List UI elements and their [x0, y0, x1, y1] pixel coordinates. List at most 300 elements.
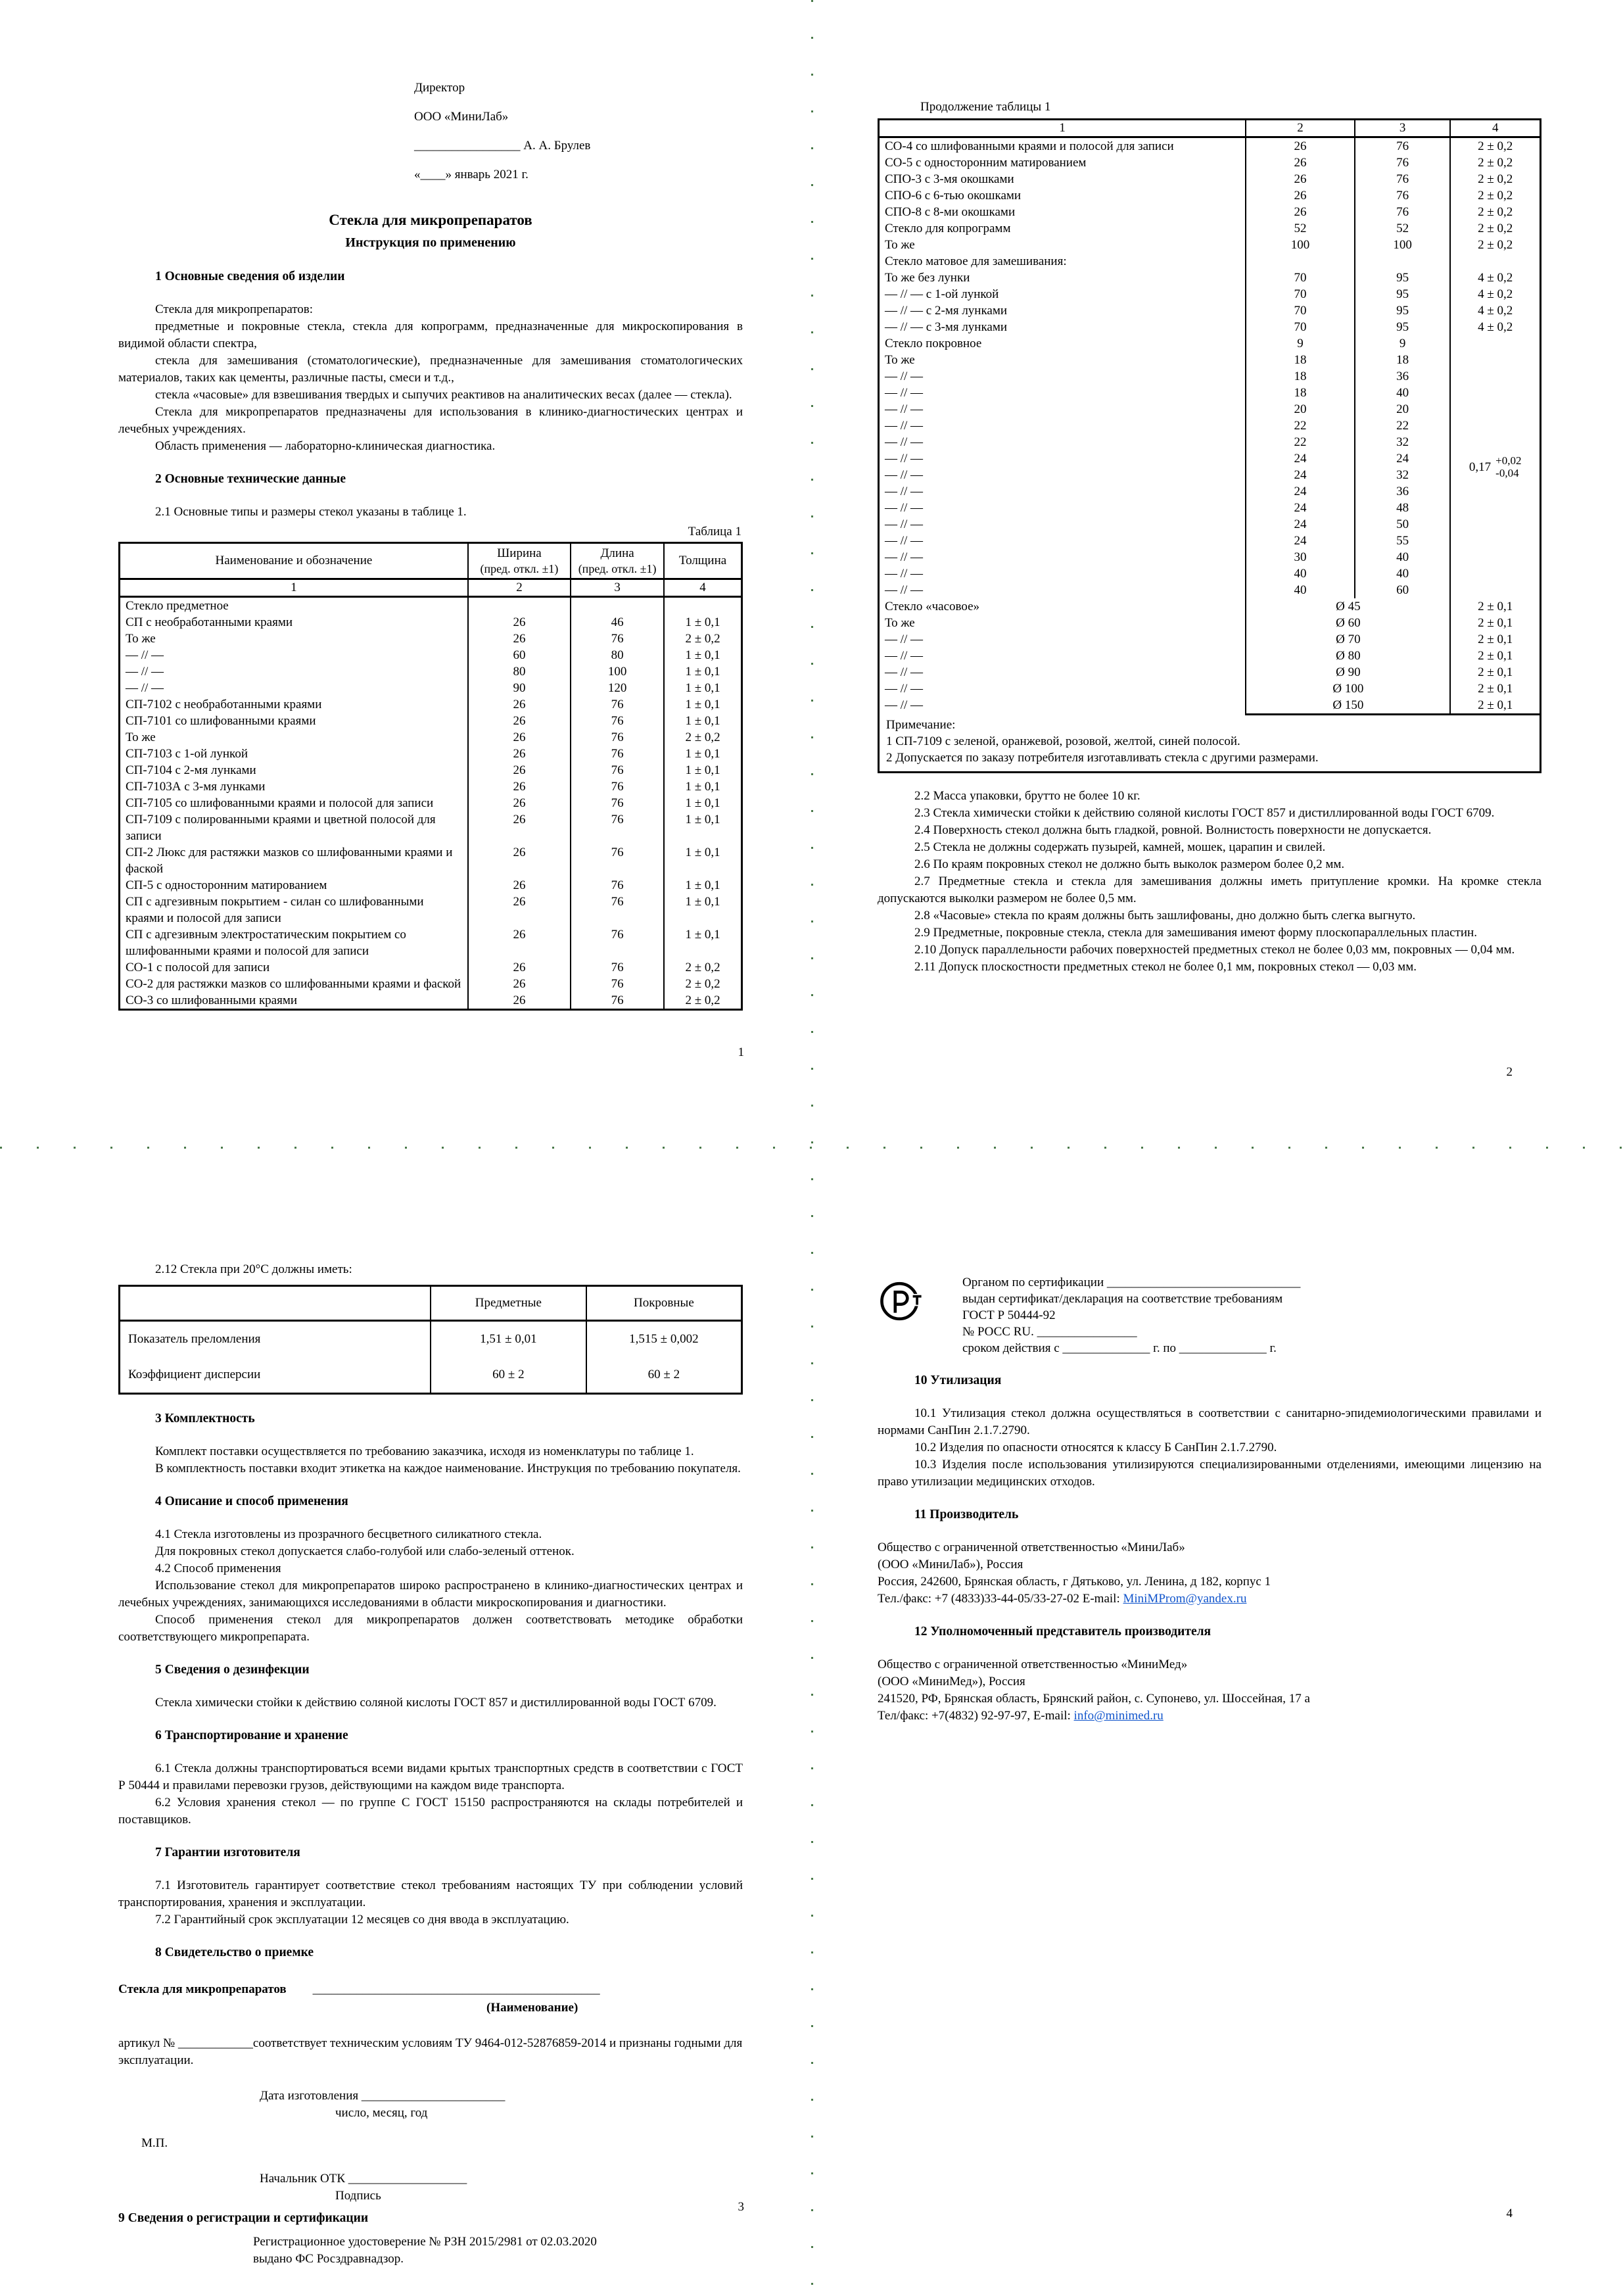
paragraph: 7.1 Изготовитель гарантирует соответствие стекол требованиям настоящих ТУ при соблюдении условий транспортирования, хранения и эксплуатации.: [118, 1878, 743, 1909]
table-cell: 40: [1246, 565, 1355, 582]
clause-2-12: 2.12 Стекла при 20°С должны иметь:: [155, 1262, 352, 1276]
paragraph: 2.4 Поверхность стекол должна быть гладкой, ровной. Волнистость поверхности не допускается.: [914, 823, 1432, 837]
table-cell: 22: [1246, 434, 1355, 450]
table-cell: — // —: [885, 435, 924, 449]
table-cell: 24: [1246, 500, 1355, 516]
table-cell: 76: [571, 811, 664, 844]
table-cell: — // —: [885, 517, 924, 531]
paragraph: Стекла для микропрепаратов предназначены для использования в клинико-диагностических центрах и лечебных учреждениях.: [118, 405, 743, 436]
table-cell: — // —: [126, 648, 164, 662]
table-cell: 26: [468, 959, 571, 976]
table-row: [120, 663, 742, 680]
section-10-heading: 10 Утилизация: [914, 1374, 1002, 1387]
table-cell: — // —: [885, 419, 924, 433]
paragraph: выдан сертификат/декларация на соответствие требованиям: [962, 1292, 1283, 1306]
table-cell: 24: [1246, 516, 1355, 533]
table-cell: 70: [1246, 302, 1355, 319]
table-cell: Стекло покровное: [885, 337, 982, 350]
table-cell: 26: [1246, 155, 1355, 171]
table-cell: 26: [468, 696, 571, 713]
table-row: [120, 631, 742, 647]
table-cell: 60: [1355, 582, 1451, 598]
table-cell: 60 ± 2: [586, 1357, 742, 1394]
table-row: [880, 220, 1540, 237]
table-cell: 20: [1355, 401, 1451, 418]
section-heading: 7 Гарантии изготовителя: [155, 1846, 300, 1859]
paragraph: 2.3 Стекла химически стойки к действию соляной кислоты ГОСТ 857 и дистиллированной воды ГОСТ 6709.: [914, 806, 1495, 820]
page-3: [0, 1148, 811, 2296]
optical-properties-table: [118, 1285, 743, 1395]
table-cell: 9: [1246, 335, 1355, 352]
table-row: [880, 187, 1540, 204]
table-cell: 26: [468, 992, 571, 1010]
table-cell: 100: [1246, 237, 1355, 253]
paragraph: Использование стекол для микропрепаратов широко распространено в клинико-диагностических центрах и лечебных учреждениях, занимающихся исследованиями в области микроскопирования и диагностики.: [118, 1579, 743, 1610]
table-cell: 18: [1355, 352, 1451, 368]
table-cell: Ø 90: [1246, 664, 1450, 681]
table-cell: 1,51 ± 0,01: [431, 1321, 586, 1358]
table-cell: 2 ± 0,2: [1450, 171, 1540, 187]
paragraph: 2.10 Допуск параллельности рабочих поверхностей предметных стекол не более 0,03 мм, покровных — 0,04 мм.: [914, 943, 1515, 957]
table-cell: 24: [1355, 450, 1451, 467]
table-cell: 26: [468, 844, 571, 877]
table-row: [120, 597, 742, 615]
section-heading: 4 Описание и способ применения: [155, 1495, 348, 1508]
table-row: [120, 894, 742, 926]
table-cell: 2 ± 0,1: [1450, 598, 1540, 615]
table-row: [880, 582, 1540, 598]
table-cell: 26: [468, 795, 571, 811]
table-cell: СП-7101 со шлифованными краями: [126, 714, 316, 728]
table-cell: 1 ± 0,1: [664, 746, 741, 762]
table-1-header-row: [120, 543, 742, 579]
table-cell: 76: [571, 926, 664, 959]
acceptance-article-paragraph: артикул № ____________соответствует техническим условиям ТУ 9464-012-52876859-2014 и признаны годными для эксплуатации.: [118, 2036, 743, 2067]
table-cell: 2 ± 0,2: [664, 631, 741, 647]
table-row: [880, 434, 1540, 450]
paragraph: Стекла химически стойки к действию соляной кислоты ГОСТ 857 и дистиллированной воды ГОСТ 6709.: [155, 1696, 717, 1710]
approval-date-line: «____» январь 2021 г.: [414, 168, 529, 181]
table-cell: 76: [1355, 187, 1451, 204]
table-cell: 1 ± 0,1: [664, 844, 741, 877]
paragraph: 10.1 Утилизация стекол должна осуществляться в соответствии с санитарно-эпидемиологическими правилами и нормами СанПин 2.1.7.2790.: [878, 1406, 1541, 1437]
table-cell: — // — с 1-ой лункой: [885, 287, 999, 301]
table-cell: 1 ± 0,1: [664, 713, 741, 729]
table-cell: 26: [468, 631, 571, 647]
table-cell: 1 ± 0,1: [664, 795, 741, 811]
table-row: [880, 401, 1540, 418]
table-cell: 76: [571, 746, 664, 762]
table-cell: 60 ± 2: [431, 1357, 586, 1394]
table-cell: 40: [1355, 565, 1451, 582]
table-cell: 100: [571, 663, 664, 680]
section-1-heading: 1 Основные сведения об изделии: [155, 270, 345, 283]
table-cell: 20: [1246, 401, 1355, 418]
table-cell: Предметные: [431, 1286, 586, 1321]
section-10-paragraphs: [878, 1405, 1541, 1491]
paragraph: 2.5 Стекла не должны содержать пузырей, камней, мошек, царапин и свилей.: [914, 840, 1326, 854]
table-cell: 3: [571, 579, 664, 597]
paragraph: Органом по сертификации _______________________________: [962, 1276, 1301, 1289]
table-cell: СП-7103 с 1-ой лункой: [126, 747, 248, 761]
table-cell: 26: [468, 762, 571, 778]
table-cell: — // —: [126, 665, 164, 679]
table-cell: 40: [1246, 582, 1355, 598]
paragraph: 4.2 Способ применения: [155, 1562, 281, 1575]
table-row: [120, 778, 742, 795]
table-cell: 70: [1246, 286, 1355, 302]
table-cell: — // —: [885, 468, 924, 482]
table-cell: [120, 1286, 431, 1321]
notes-title: Примечание:: [886, 718, 956, 732]
table-cell: 76: [571, 696, 664, 713]
table-cell: СО-5 с односторонним матированием: [885, 156, 1087, 170]
table-cell: 2 ± 0,1: [1450, 615, 1540, 631]
table-cell: Ø 150: [1246, 697, 1450, 715]
table-cell: 2: [468, 579, 571, 597]
table-cell: — // —: [885, 452, 924, 466]
table-row: [880, 352, 1540, 368]
table-cell: 2 ± 0,1: [1450, 631, 1540, 648]
acceptance-product-row: [118, 1981, 743, 1998]
table-cell: 26: [1246, 171, 1355, 187]
table-cell: — // —: [885, 682, 924, 696]
table-cell: 2 ± 0,1: [1450, 648, 1540, 664]
table-cell: — // —: [885, 698, 924, 712]
table-cell: 2 ± 0,1: [1450, 697, 1540, 715]
column-header: Толщина: [664, 543, 741, 579]
approval-block: [414, 74, 743, 189]
table-cell: СП-7105 со шлифованными краями и полосой для записи: [126, 796, 434, 810]
paragraph: В комплектность поставки входит этикетка на каждое наименование. Инструкция по требованию покупателя.: [155, 1462, 741, 1475]
table-cell: — // —: [885, 534, 924, 548]
table-row: [880, 631, 1540, 648]
table-cell: 4: [1450, 120, 1540, 137]
paragraph: (ООО «МиниЛаб»), Россия: [878, 1558, 1023, 1571]
notes-items: [886, 733, 1533, 766]
section-2-heading: 2 Основные технические данные: [155, 472, 346, 486]
page-1: [0, 0, 811, 1148]
section-2-continued-paragraphs: [878, 788, 1541, 976]
table-cell: 120: [571, 680, 664, 696]
paragraph: Область применения — лабораторно-клиническая диагностика.: [155, 439, 496, 453]
table-row: [880, 565, 1540, 582]
table-cell: СП с необработанными краями: [126, 615, 293, 629]
table-row: [880, 204, 1540, 220]
table-row: [880, 253, 1540, 270]
table-cell: 76: [571, 762, 664, 778]
table-row: [120, 795, 742, 811]
table-cell: — // —: [885, 633, 924, 646]
table-cell: [1246, 253, 1355, 270]
paragraph: 2.8 «Часовые» стекла по краям должны быть зашлифованы, дно должно быть слегка выгнуто.: [914, 909, 1416, 922]
table-row: [120, 926, 742, 959]
acceptance-name-blank: ______________________________________________: [312, 1982, 600, 1996]
paragraph: Общество с ограниченной ответственностью «МиниЛаб»: [878, 1541, 1185, 1554]
table-cell: 1 ± 0,1: [664, 663, 741, 680]
table-1-number-row: [120, 579, 742, 597]
table-cell: 18: [1246, 385, 1355, 401]
paragraph: стекла для замешивания (стоматологические), предназначенные для замешивания стоматологических материалов, таких как цементы, различные пасты, смеси и т.д.,: [118, 354, 743, 385]
table-cell: [1355, 253, 1451, 270]
paragraph: 10.3 Изделия после использования утилизируются специализированными отделениями, имеющими лицензию на право утилизации медицинских отходов.: [878, 1458, 1541, 1489]
table-cell: Покровные: [586, 1286, 742, 1321]
table-row: [880, 549, 1540, 565]
email-link[interactable]: info@minimed.ru: [1073, 1709, 1164, 1723]
paragraph: ГОСТ Р 50444-92: [962, 1308, 1056, 1322]
table-row: [880, 155, 1540, 171]
paragraph: Для покровных стекол допускается слабо-голубой или слабо-зеленый оттенок.: [155, 1544, 575, 1558]
table-cell: 0,17 +0,02 -0,04: [1450, 335, 1540, 598]
table-cell: 26: [1246, 137, 1355, 155]
table-row: [120, 1357, 742, 1394]
table-cell: 26: [468, 729, 571, 746]
table-cell: То же: [126, 632, 156, 646]
paragraph: предметные и покровные стекла, стекла для копрограмм, предназначенные для микроскопирования в видимой области спектра,: [118, 320, 743, 350]
paragraph: 4.1 Стекла изготовлены из прозрачного бесцветного силикатного стекла.: [155, 1527, 542, 1541]
page-number-1: 1: [738, 1045, 744, 1059]
table-row: [880, 598, 1540, 615]
table-cell: СП-7103А с 3-мя лунками: [126, 780, 266, 794]
table-cell: СПО-6 с 6-тью окошками: [885, 189, 1022, 203]
paragraph: 2.11 Допуск плоскостности предметных стекол не более 0,1 мм, покровных стекол — 0,03 мм.: [914, 960, 1417, 974]
table-cell: 1 ± 0,1: [664, 680, 741, 696]
table-row: [120, 844, 742, 877]
table-cell: — // — с 2-мя лунками: [885, 304, 1008, 318]
paragraph: 2.9 Предметные, покровные стекла, стекла для замешивания имеют форму плоскопараллельных пластин.: [914, 926, 1477, 940]
table-cell: 26: [468, 894, 571, 926]
table-cell: Стекло матовое для замешивания:: [885, 254, 1067, 268]
paragraph: 2.7 Предметные стекла и стекла для замешивания должны иметь притупление кромки. На кромке стекла допускаются выколки размером не более 0,5 мм.: [878, 874, 1541, 905]
page-number-4: 4: [1506, 2207, 1513, 2220]
email-link[interactable]: MiniMProm@yandex.ru: [1123, 1592, 1247, 1606]
table-cell: 52: [1246, 220, 1355, 237]
paragraph: стекла «часовые» для взвешивания твердых и сыпучих реактивов на аналитических весах (далее — стекла).: [155, 388, 732, 402]
table-cell: 4 ± 0,2: [1450, 319, 1540, 335]
rst-certification-logo-icon: [878, 1277, 926, 1331]
table-cell: 90: [468, 680, 571, 696]
paragraph: Регистрационное удостоверение № РЗН 2015/2981 от 02.03.2020: [253, 2235, 597, 2249]
table-cell: — // —: [885, 583, 924, 597]
section-heading: 5 Сведения о дезинфекции: [155, 1663, 310, 1677]
table-row: [120, 647, 742, 663]
section-heading: 6 Транспортирование и хранение: [155, 1729, 348, 1742]
table-row: [120, 992, 742, 1010]
table-cell: То же: [126, 730, 156, 744]
table-cell: Ø 60: [1246, 615, 1450, 631]
table-cell: 24: [1246, 467, 1355, 483]
table-row: [880, 270, 1540, 286]
paragraph: выдано ФС Росздравнадзор.: [253, 2252, 404, 2266]
document-title: Стекла для микропрепаратов: [329, 212, 532, 228]
paragraph: Стекла для микропрепаратов:: [155, 302, 314, 316]
table-cell: 76: [571, 959, 664, 976]
otk-signature-caption: Подпись: [335, 2189, 381, 2203]
table-row: [880, 450, 1540, 467]
table-cell: 4 ± 0,2: [1450, 286, 1540, 302]
paragraph: 2.1 Основные типы и размеры стекол указаны в таблице 1.: [155, 505, 467, 519]
table-cell: 76: [571, 795, 664, 811]
table-cell: Стекло «часовое»: [885, 600, 980, 613]
table-cell: СП-7102 с необработанными краями: [126, 698, 322, 711]
table-1-caption: Таблица 1: [688, 525, 741, 538]
table-number-row: [880, 120, 1540, 137]
approval-company: ООО «МиниЛаб»: [414, 110, 509, 124]
table-cell: 2 ± 0,2: [1450, 204, 1540, 220]
table-1-continuation-caption: Продолжение таблицы 1: [920, 100, 1051, 114]
document-subtitle: Инструкция по применению: [345, 235, 516, 250]
table-cell: 26: [468, 877, 571, 894]
table-cell: — // —: [885, 649, 924, 663]
table-cell: 1 ± 0,1: [664, 647, 741, 663]
table-cell: 26: [468, 746, 571, 762]
table-row: [120, 614, 742, 631]
table-cell: СО-2 для растяжки мазков со шлифованными краями и фаской: [126, 977, 461, 991]
table-cell: 26: [468, 713, 571, 729]
table-cell: СПО-3 с 3-мя окошками: [885, 172, 1014, 186]
table-cell: 22: [1355, 418, 1451, 434]
table-cell: 24: [1246, 483, 1355, 500]
table-cell: 2 ± 0,2: [664, 976, 741, 992]
table-row: [880, 137, 1540, 155]
acceptance-product-label: Стекла для микропрепаратов: [118, 1982, 287, 1996]
table-cell: 48: [1355, 500, 1451, 516]
table-cell: 26: [468, 811, 571, 844]
table-cell: 3: [1355, 120, 1451, 137]
table-cell: 60: [468, 647, 571, 663]
paragraph: 2 Допускается по заказу потребителя изготавливать стекла с другими размерами.: [886, 751, 1319, 765]
page-4: [812, 1148, 1623, 2296]
table-row: [880, 368, 1540, 385]
table-cell: 76: [1355, 204, 1451, 220]
table-cell: 1 ± 0,1: [664, 811, 741, 844]
table-row: [880, 171, 1540, 187]
paragraph: 2.6 По краям покровных стекол не должно быть выколок размером более 0,2 мм.: [914, 857, 1345, 871]
paragraph: 1 СП-7109 с зеленой, оранжевой, розовой, желтой, синей полосой.: [886, 734, 1240, 748]
page-2: [812, 0, 1623, 1148]
table-cell: 2 ± 0,2: [1450, 220, 1540, 237]
table-row: [880, 500, 1540, 516]
table-cell: 2 ± 0,2: [664, 959, 741, 976]
table-cell: Ø 80: [1246, 648, 1450, 664]
table-cell: 70: [1246, 270, 1355, 286]
otk-chief-line: Начальник ОТК ___________________: [260, 2172, 467, 2186]
table-cell: 1 ± 0,1: [664, 877, 741, 894]
table-cell: 26: [468, 926, 571, 959]
section-heading: 3 Комплектность: [155, 1412, 255, 1425]
table-row: [120, 877, 742, 894]
table-cell: СП-5 с односторонним матированием: [126, 878, 327, 892]
table-cell: 76: [571, 992, 664, 1010]
table-cell: — // —: [885, 386, 924, 400]
table-cell: 24: [1246, 533, 1355, 549]
table-cell: Ø 70: [1246, 631, 1450, 648]
table-cell: — // —: [885, 550, 924, 564]
table-cell: 76: [1355, 137, 1451, 155]
table-row: [880, 681, 1540, 697]
table-cell: СО-1 с полосой для записи: [126, 961, 270, 974]
table-row: [120, 762, 742, 778]
approval-signature-line: _________________ А. А. Брулев: [414, 139, 591, 153]
table-cell: 24: [1246, 450, 1355, 467]
table-row: [120, 746, 742, 762]
properties-header-row: [120, 1286, 742, 1321]
table-row: [880, 615, 1540, 631]
table-row: [880, 483, 1540, 500]
table-cell: 2 ± 0,2: [664, 729, 741, 746]
table-1-continuation-grid: [880, 120, 1540, 715]
table-cell: 100: [1355, 237, 1451, 253]
section-9-heading: 9 Сведения о регистрации и сертификации: [118, 2211, 369, 2225]
column-header: Наименование и обозначение: [120, 543, 468, 579]
table-cell: 36: [1355, 483, 1451, 500]
table-cell: 55: [1355, 533, 1451, 549]
table-cell: Стекло для копрограмм: [885, 222, 1011, 235]
table-cell: То же: [885, 238, 915, 252]
table-cell: 26: [1246, 204, 1355, 220]
table-cell: — // —: [885, 665, 924, 679]
table-cell: 76: [1355, 171, 1451, 187]
paragraph: Общество с ограниченной ответственностью «МиниМед»: [878, 1658, 1188, 1671]
section-12-heading: 12 Уполномоченный представитель производителя: [914, 1625, 1211, 1638]
table-cell: 36: [1355, 368, 1451, 385]
table-cell: 4 ± 0,2: [1450, 302, 1540, 319]
table-row: [880, 697, 1540, 715]
table-row: [120, 729, 742, 746]
table-cell: 18: [1246, 368, 1355, 385]
table-row: [880, 237, 1540, 253]
table-cell: 80: [571, 647, 664, 663]
table-row: [880, 516, 1540, 533]
paragraph: Тел./факс: +7 (4833)33-44-05/33-27-02 E-mail: MiniMProm@yandex.ru: [878, 1592, 1247, 1606]
section-11-heading: 11 Производитель: [914, 1508, 1019, 1521]
page-number-3: 3: [738, 2200, 744, 2214]
table-1: [118, 542, 743, 1011]
table-cell: 76: [571, 976, 664, 992]
table-cell: 50: [1355, 516, 1451, 533]
certification-lines: [962, 1274, 1300, 1356]
table-cell: 95: [1355, 319, 1451, 335]
table-row: [880, 533, 1540, 549]
table-cell: 1 ± 0,1: [664, 894, 741, 926]
table-row: [880, 418, 1540, 434]
table-cell: СПО-8 с 8-ми окошками: [885, 205, 1016, 219]
table-cell: 2 ± 0,2: [1450, 137, 1540, 155]
table-cell: СП-7109 с полированными краями и цветной полосой для записи: [126, 813, 436, 843]
section-heading: 8 Свидетельство о приемке: [155, 1946, 314, 1959]
paragraph: Россия, 242600, Брянская область, г Дятьково, ул. Ленина, д 182, корпус 1: [878, 1575, 1271, 1589]
table-cell: 26: [1246, 187, 1355, 204]
table-cell: 52: [1355, 220, 1451, 237]
table-cell: 1,515 ± 0,002: [586, 1321, 742, 1358]
certification-block: [878, 1274, 1541, 1356]
table-cell: То же без лунки: [885, 271, 970, 285]
table-cell: Ø 100: [1246, 681, 1450, 697]
table-cell: — // —: [885, 501, 924, 515]
properties-body: [120, 1321, 742, 1394]
table-1-continuation: [878, 118, 1541, 773]
table-row: [880, 302, 1540, 319]
section-2-paragraphs: [118, 504, 743, 521]
table-cell: 1: [120, 579, 468, 597]
table-cell: СО-3 со шлифованными краями: [126, 993, 298, 1007]
table-1-body: [120, 597, 742, 1010]
section-12-paragraphs: [878, 1656, 1541, 1725]
paragraph: Тел/факс: +7(4832) 92-97-97, E-mail: info@minimed.ru: [878, 1709, 1164, 1723]
table-row: [120, 680, 742, 696]
table-cell: 26: [468, 976, 571, 992]
table-row: [880, 664, 1540, 681]
